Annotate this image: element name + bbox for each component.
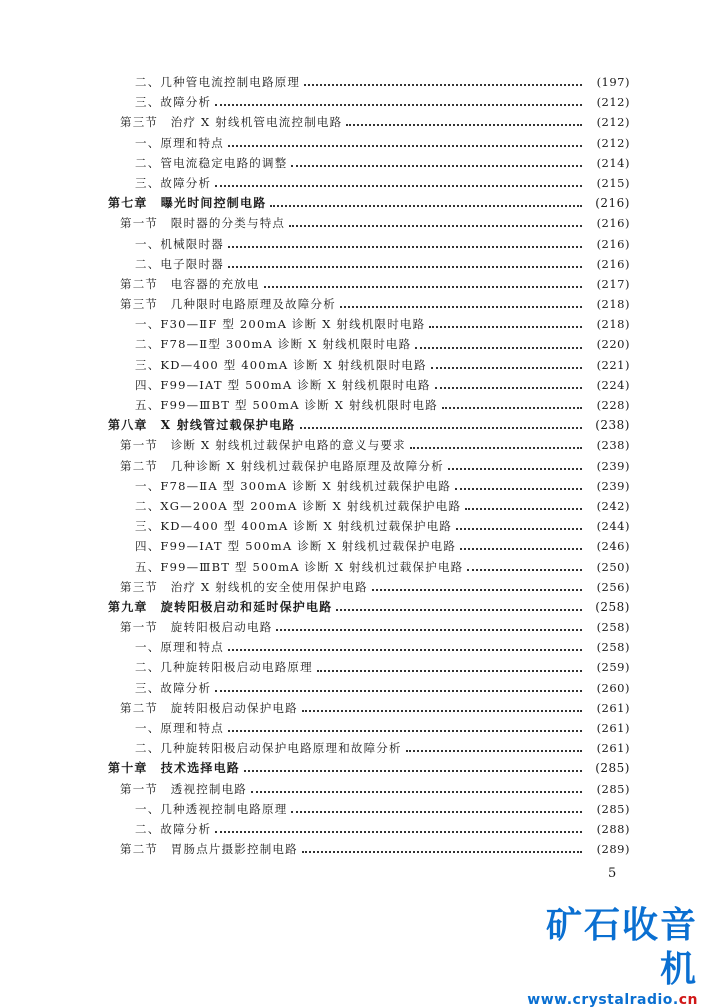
toc-leader-dots bbox=[228, 266, 582, 268]
toc-subsection bbox=[0, 678, 710, 698]
toc-entry-title: 第二节 旋转阳极启动保护电路 bbox=[120, 700, 298, 715]
toc-entry-title: 二、几种管电流控制电路原理 bbox=[135, 75, 301, 89]
toc-leader-dots bbox=[215, 831, 582, 833]
toc-entry-title: 第十章 技术选择电路 bbox=[108, 761, 241, 776]
toc-subsection bbox=[0, 738, 710, 758]
toc-entry-title: 一、原理和特点 bbox=[135, 135, 224, 150]
toc-entry-page: (215) bbox=[596, 175, 630, 190]
toc-subsection bbox=[0, 72, 710, 92]
toc-section bbox=[0, 112, 710, 132]
watermark-logo bbox=[518, 904, 698, 1008]
toc-subsection bbox=[0, 133, 710, 153]
toc-subsection bbox=[0, 355, 710, 375]
toc-leader-dots bbox=[302, 851, 582, 853]
toc-subsection bbox=[0, 234, 710, 254]
toc-leader-dots bbox=[291, 811, 582, 813]
toc-entry-page: (239) bbox=[596, 478, 630, 493]
toc-leader-dots bbox=[215, 185, 582, 187]
toc-section bbox=[0, 294, 710, 314]
toc-chapter bbox=[0, 758, 710, 778]
toc-entry-title: 第三节 治疗 X 射线机的安全使用保护电路 bbox=[120, 579, 368, 594]
toc-subsection bbox=[0, 557, 710, 577]
toc-entry-page: (239) bbox=[596, 458, 630, 473]
toc-subsection bbox=[0, 254, 710, 274]
toc-section bbox=[0, 213, 710, 233]
toc-entry-page: (221) bbox=[596, 357, 630, 372]
toc-leader-dots bbox=[215, 690, 582, 692]
toc-entry-page: (258) bbox=[595, 599, 630, 614]
toc-entry-page: (238) bbox=[595, 418, 630, 433]
toc-entry-page: (261) bbox=[596, 741, 630, 756]
toc-entry-title: 二、F78—Ⅱ型 300mA 诊断 X 射线机限时电路 bbox=[135, 337, 412, 352]
watermark-brand: 矿石收音机 bbox=[545, 905, 698, 990]
toc-subsection bbox=[0, 375, 710, 395]
toc-section bbox=[0, 456, 710, 476]
toc-leader-dots bbox=[300, 427, 583, 429]
toc-leader-dots bbox=[455, 488, 582, 490]
toc-entry-page: (260) bbox=[596, 680, 630, 695]
toc-entry-title: 三、故障分析 bbox=[135, 175, 212, 190]
toc-entry-page: (258) bbox=[596, 640, 630, 655]
toc-subsection bbox=[0, 637, 710, 657]
toc-entry-title: 一、F78—ⅡA 型 300mA 诊断 X 射线机过载保护电路 bbox=[135, 478, 452, 493]
toc-entry-title: 第一节 限时器的分类与特点 bbox=[120, 216, 286, 231]
toc-entry-page: (285) bbox=[596, 781, 630, 796]
toc-entry-page: (250) bbox=[596, 559, 630, 574]
toc-leader-dots bbox=[291, 165, 582, 167]
toc-entry-title: 五、F99—ⅢBT 型 500mA 诊断 X 射线机限时电路 bbox=[135, 398, 438, 412]
toc-leader-dots bbox=[244, 770, 582, 772]
toc-subsection bbox=[0, 476, 710, 496]
toc-entry-title: 四、F99—ⅠAT 型 500mA 诊断 X 射线机限时电路 bbox=[135, 377, 431, 392]
toc-entry-page: (289) bbox=[596, 842, 630, 857]
toc-entry-page: (217) bbox=[596, 276, 630, 291]
toc-entry-page: (258) bbox=[596, 620, 630, 635]
toc-leader-dots bbox=[448, 468, 582, 470]
watermark-url-tld: cn bbox=[678, 992, 698, 1008]
toc-entry-page: (212) bbox=[596, 135, 630, 150]
toc-leader-dots bbox=[346, 124, 582, 126]
toc-entry-title: 一、原理和特点 bbox=[135, 721, 224, 735]
toc-leader-dots bbox=[336, 609, 582, 611]
toc-entry-page: (285) bbox=[595, 761, 630, 776]
toc-chapter bbox=[0, 193, 710, 213]
toc-section bbox=[0, 274, 710, 294]
toc-entry-title: 第二节 几种诊断 X 射线机过载保护电路原理及故障分析 bbox=[120, 458, 444, 473]
toc-leader-dots bbox=[429, 326, 582, 328]
toc-entry-title: 第三节 几种限时电路原理及故障分析 bbox=[120, 297, 336, 312]
toc-entry-title: 第八章 X 射线管过载保护电路 bbox=[108, 418, 296, 433]
toc-entry-page: (220) bbox=[596, 337, 630, 352]
toc-entry-title: 三、故障分析 bbox=[135, 680, 212, 695]
toc-subsection bbox=[0, 516, 710, 536]
toc-entry-page: (216) bbox=[596, 236, 630, 251]
toc-leader-dots bbox=[372, 589, 582, 591]
toc-entry-title: 二、XG—200A 型 200mA 诊断 X 射线机过载保护电路 bbox=[135, 498, 462, 513]
toc-entry-title: 一、原理和特点 bbox=[135, 640, 224, 655]
toc-leader-dots bbox=[435, 387, 582, 389]
toc-subsection bbox=[0, 173, 710, 193]
toc-leader-dots bbox=[228, 145, 582, 147]
toc-entry-title: 一、F30—ⅡF 型 200mA 诊断 X 射线机限时电路 bbox=[135, 317, 426, 332]
toc-entry-title: 第二节 电容器的充放电 bbox=[120, 276, 260, 291]
toc-leader-dots bbox=[215, 104, 582, 106]
toc-entry-title: 一、几种透视控制电路原理 bbox=[135, 801, 288, 816]
toc-leader-dots bbox=[251, 791, 582, 793]
toc-entry-page: (285) bbox=[596, 801, 630, 816]
toc-subsection bbox=[0, 395, 710, 415]
toc-entry-title: 二、电子限时器 bbox=[135, 256, 224, 271]
toc-entry-page: (228) bbox=[596, 398, 630, 412]
toc-leader-dots bbox=[415, 347, 582, 349]
toc-entry-title: 第一节 诊断 X 射线机过载保护电路的意义与要求 bbox=[120, 438, 406, 453]
toc-entry-page: (244) bbox=[596, 519, 630, 534]
toc-subsection bbox=[0, 799, 710, 819]
toc-entry-page: (216) bbox=[595, 196, 630, 211]
toc-subsection bbox=[0, 536, 710, 556]
toc-subsection bbox=[0, 334, 710, 354]
toc-section bbox=[0, 839, 710, 859]
toc-chapter bbox=[0, 415, 710, 435]
toc-leader-dots bbox=[289, 225, 582, 227]
toc-entry-page: (261) bbox=[596, 721, 630, 735]
toc-entry-title: 二、几种旋转阳极启动保护电路原理和故障分析 bbox=[135, 741, 402, 756]
toc-entry-page: (256) bbox=[596, 579, 630, 594]
toc-entry-title: 第三节 治疗 X 射线机管电流控制电路 bbox=[120, 115, 343, 130]
toc-leader-dots bbox=[431, 367, 582, 369]
toc-entry-title: 第七章 曝光时间控制电路 bbox=[108, 196, 267, 211]
toc-entry-title: 第九章 旋转阳极启动和延时保护电路 bbox=[108, 599, 333, 614]
toc-leader-dots bbox=[304, 84, 582, 86]
toc-leader-dots bbox=[302, 710, 582, 712]
toc-entry-page: (261) bbox=[596, 700, 630, 715]
toc-section bbox=[0, 617, 710, 637]
toc-entry-title: 二、几种旋转阳极启动电路原理 bbox=[135, 660, 313, 675]
toc-entry-page: (218) bbox=[596, 317, 630, 332]
toc-leader-dots bbox=[317, 670, 582, 672]
toc-subsection bbox=[0, 153, 710, 173]
toc-entry-page: (242) bbox=[596, 498, 630, 513]
table-of-contents bbox=[0, 72, 710, 859]
toc-leader-dots bbox=[460, 548, 582, 550]
toc-entry-title: 三、KD—400 型 400mA 诊断 X 射线机过载保护电路 bbox=[135, 519, 453, 534]
toc-entry-page: (259) bbox=[596, 660, 630, 675]
toc-subsection bbox=[0, 657, 710, 677]
toc-leader-dots bbox=[410, 447, 582, 449]
toc-leader-dots bbox=[228, 246, 582, 248]
toc-entry-title: 第一节 透视控制电路 bbox=[120, 781, 247, 796]
toc-chapter bbox=[0, 597, 710, 617]
toc-leader-dots bbox=[276, 629, 582, 631]
toc-entry-page: (288) bbox=[596, 821, 630, 836]
toc-entry-title: 二、管电流稳定电路的调整 bbox=[135, 155, 288, 170]
toc-entry-page: (197) bbox=[596, 75, 630, 89]
toc-entry-title: 三、故障分析 bbox=[135, 95, 212, 110]
toc-leader-dots bbox=[340, 306, 582, 308]
toc-leader-dots bbox=[456, 528, 582, 530]
toc-entry-title: 第二节 胃肠点片摄影控制电路 bbox=[120, 842, 298, 857]
toc-entry-page: (214) bbox=[596, 155, 630, 170]
toc-entry-title: 四、F99—ⅠAT 型 500mA 诊断 X 射线机过载保护电路 bbox=[135, 539, 457, 554]
toc-entry-page: (212) bbox=[596, 95, 630, 110]
toc-leader-dots bbox=[270, 205, 582, 207]
toc-entry-page: (246) bbox=[596, 539, 630, 554]
toc-subsection bbox=[0, 92, 710, 112]
toc-leader-dots bbox=[264, 286, 582, 288]
toc-section bbox=[0, 779, 710, 799]
toc-subsection bbox=[0, 314, 710, 334]
watermark-url-main: www.crystalradio. bbox=[527, 992, 679, 1008]
toc-entry-page: (238) bbox=[596, 438, 630, 453]
toc-entry-page: (212) bbox=[596, 115, 630, 130]
toc-leader-dots bbox=[442, 407, 582, 409]
page-number: 5 bbox=[608, 866, 617, 881]
toc-leader-dots bbox=[467, 569, 582, 571]
toc-leader-dots bbox=[465, 508, 582, 510]
toc-entry-page: (224) bbox=[596, 377, 630, 392]
toc-entry-title: 二、故障分析 bbox=[135, 821, 212, 836]
toc-section bbox=[0, 577, 710, 597]
toc-entry-title: 五、F99—ⅢBT 型 500mA 诊断 X 射线机过载保护电路 bbox=[135, 559, 464, 574]
toc-subsection bbox=[0, 718, 710, 738]
toc-entry-title: 第一节 旋转阳极启动电路 bbox=[120, 620, 273, 635]
toc-leader-dots bbox=[228, 730, 582, 732]
toc-leader-dots bbox=[406, 750, 582, 752]
toc-entry-page: (218) bbox=[596, 297, 630, 312]
toc-subsection bbox=[0, 496, 710, 516]
toc-leader-dots bbox=[228, 649, 582, 651]
toc-entry-page: (216) bbox=[596, 256, 630, 271]
toc-section bbox=[0, 698, 710, 718]
toc-entry-title: 三、KD—400 型 400mA 诊断 X 射线机限时电路 bbox=[135, 357, 427, 372]
toc-entry-title: 一、机械限时器 bbox=[135, 236, 224, 251]
toc-subsection bbox=[0, 819, 710, 839]
toc-entry-page: (216) bbox=[596, 216, 630, 231]
toc-section bbox=[0, 435, 710, 455]
watermark-url bbox=[518, 992, 698, 1008]
